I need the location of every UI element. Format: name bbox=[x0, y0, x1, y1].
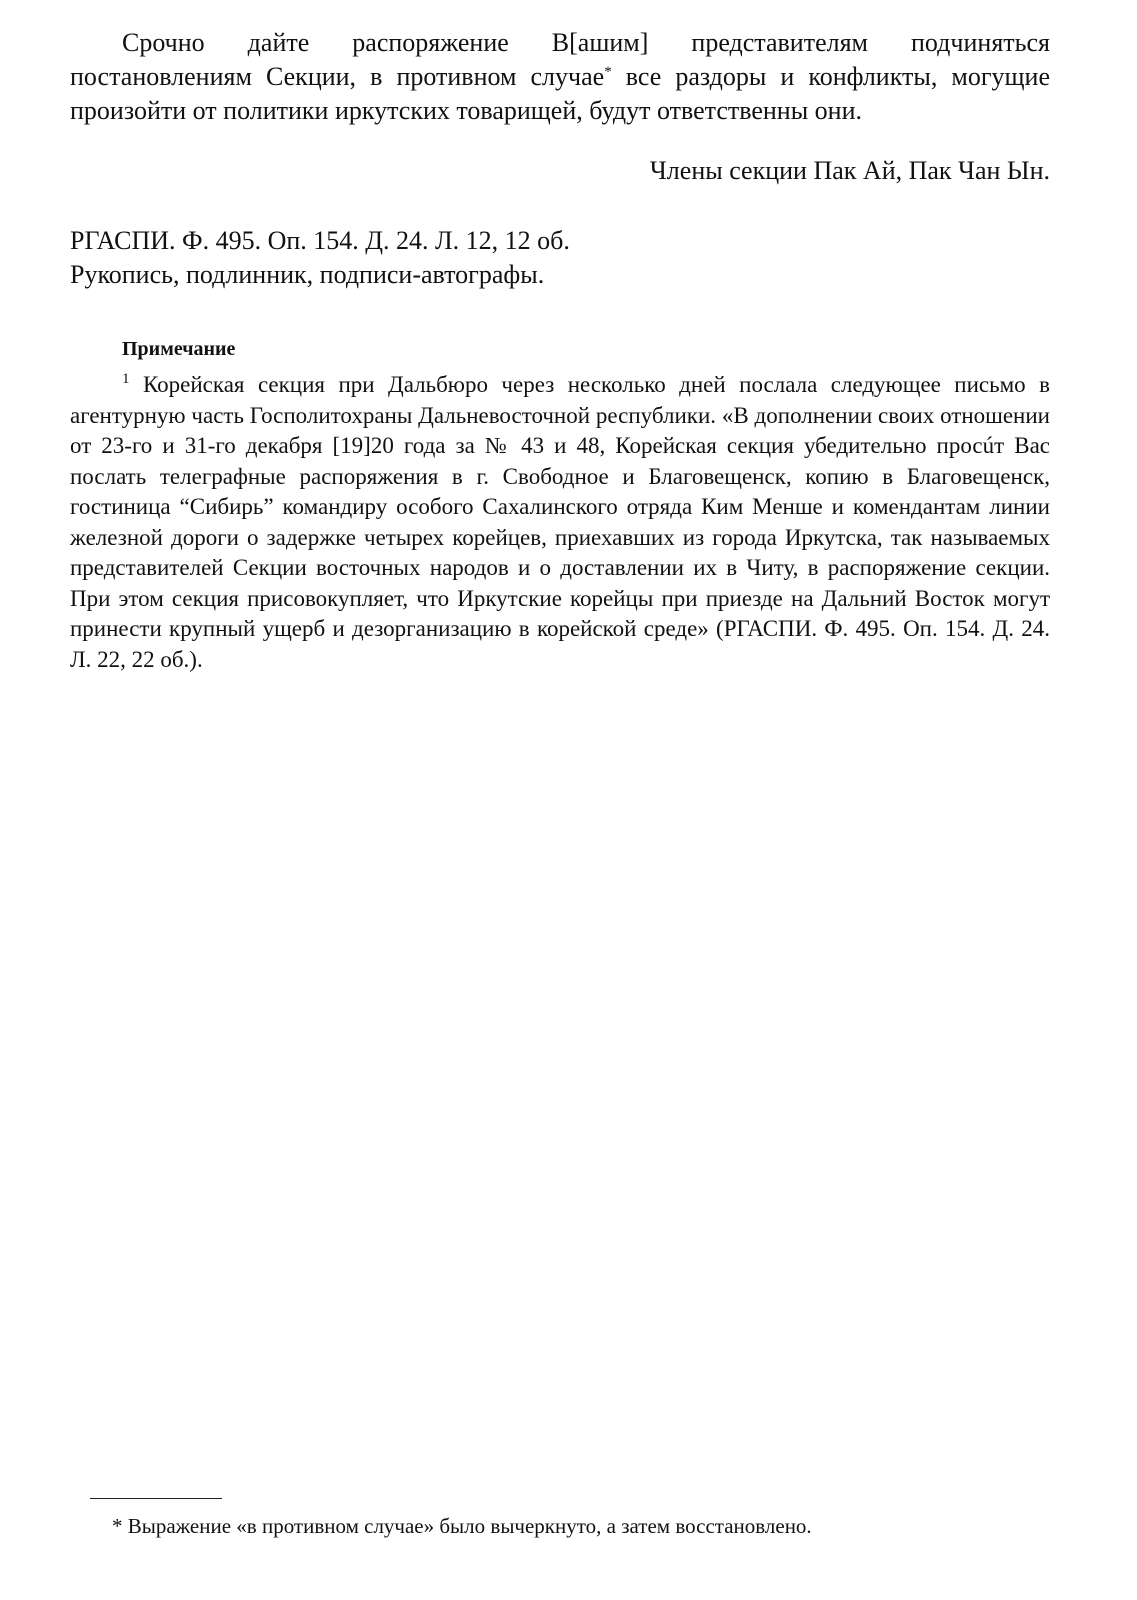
note-heading: Примечание bbox=[122, 338, 236, 360]
archive-reference: РГАСПИ. Ф. 495. Оп. 154. Д. 24. Л. 12, 12 об. bbox=[70, 226, 570, 255]
document-page bbox=[70, 26, 1050, 675]
main-paragraph-text-end: все раздоры и конфликты, могущие произойти от политики иркутских товарищей, будут ответственны они. bbox=[70, 62, 1050, 125]
note-text: Корейская секция при Дальбюро через несколько дней послала следующее письмо в агентурную часть Госполитохраны Дальневосточной республики. «В дополнении своих отношении от 23-го и 31-го декабря [19]20 года за № 43 и 48, Корейская секция убедительно просúт Вас послать телеграфные распоряжения в г. Свободное и Благовещенск, копию в Благовещенск, гостиница “Сибирь” командиру особого Сахалинского отряда Ким Менше и комендантам линии железной дороги о задержке четырех корейцев, приехавших из города Иркутска, так называемых представителей Секции восточных народов и о доставлении их в Читу, в распоряжение секции. При этом секция присовокупляет, что Иркутские корейцы при приезде на Дальний Восток могут принести крупный ущерб и дезорганизацию в корейской среде» (РГАСПИ. Ф. 495. Оп. 154. Д. 24. Л. 22, 22 об.). bbox=[70, 372, 1050, 672]
main-paragraph bbox=[70, 26, 1050, 128]
footnote bbox=[112, 1512, 812, 1540]
note-paragraph bbox=[70, 370, 1050, 675]
footnote-mark: * bbox=[112, 1514, 123, 1538]
note-number: 1 bbox=[122, 371, 130, 387]
main-paragraph-text-start: Срочно дайте распоряжение В[ашим] представителям подчиняться постановлениям Секции, в противном случае bbox=[70, 28, 1050, 91]
footnote-reference-mark: * bbox=[604, 64, 612, 80]
footnote-text: Выражение «в противном случае» было вычеркнуто, а затем восстановлено. bbox=[122, 1514, 812, 1538]
source-block bbox=[70, 224, 1050, 292]
document-description: Рукопись, подлинник, подписи-автографы. bbox=[70, 260, 545, 289]
footnote-divider bbox=[90, 1498, 222, 1499]
signature-line: Члены секции Пак Ай, Пак Чан Ын. bbox=[649, 156, 1050, 185]
